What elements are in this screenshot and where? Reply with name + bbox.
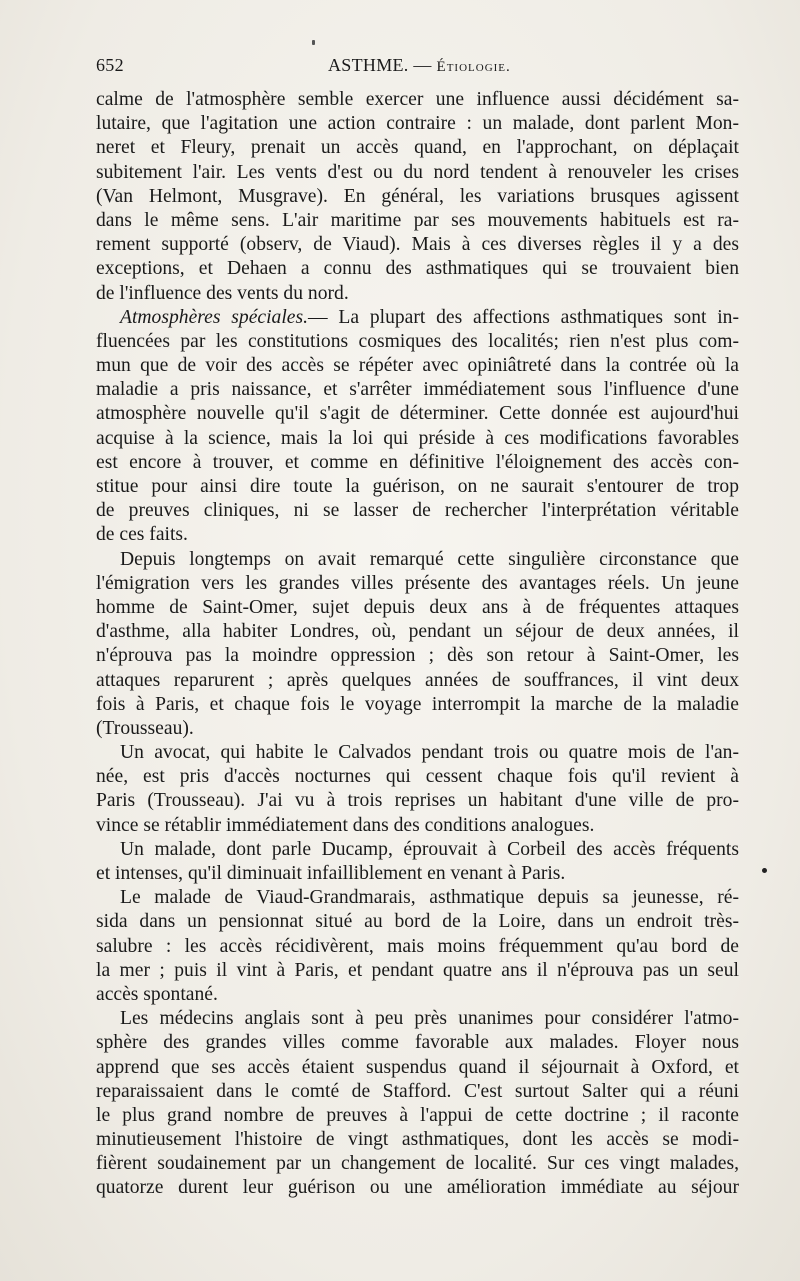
text-line: n'éprouva pas la moindre oppression ; dès son retour à Saint-Omer, les xyxy=(96,645,739,667)
text-line: née, est pris d'accès nocturnes qui cessent chaque fois qu'il revient à xyxy=(96,766,739,788)
text-line: quatorze durent leur guérison ou une amélioration immédiate au séjour xyxy=(96,1177,739,1199)
text-line: apprend que ses accès étaient suspendus quand il séjournait à Oxford, et xyxy=(96,1056,739,1078)
text-line: de l'influence des vents du nord. xyxy=(96,282,349,304)
text-line: fièrent soudainement par un changement de localité. Sur ces vingt malades, xyxy=(96,1153,739,1175)
text-line: subitement l'air. Les vents d'est ou du nord tendent à renouveler les crises xyxy=(96,161,739,183)
text-line: sida dans un pensionnat situé au bord de la Loire, dans un endroit très- xyxy=(96,911,739,933)
text-fragment: — La plupart des affections asthmatiques sont in- xyxy=(308,306,739,328)
text-line: salubre : les accès récidivèrent, mais moins fréquemment qu'au bord de xyxy=(96,935,739,957)
text-line: est encore à trouver, et comme en définitive l'éloignement des accès con- xyxy=(96,451,739,473)
text-line: minutieusement l'histoire de vingt asthmatiques, dont les accès se modi- xyxy=(96,1129,739,1151)
ink-speck xyxy=(312,40,315,45)
text-line: d'asthme, alla habiter Londres, où, pendant un séjour de deux années, il xyxy=(96,621,739,643)
text-line: reparaissaient dans le comté de Stafford. C'est surtout Salter qui a réuni xyxy=(96,1080,739,1102)
body-text xyxy=(96,88,739,1201)
text-line: maladie a pris naissance, et s'arrêter immédiatement sous l'influence d'une xyxy=(96,379,739,401)
text-line: homme de Saint-Omer, sujet depuis deux ans à de fréquentes attaques xyxy=(96,596,739,618)
text-line: neret et Fleury, prenait un accès quand, en l'approchant, on déplaçait xyxy=(96,137,739,159)
text-line: Depuis longtemps on avait remarqué cette singulière circonstance que xyxy=(120,548,739,570)
text-line: le plus grand nombre de preuves à l'appui de cette doctrine ; il raconte xyxy=(96,1104,739,1126)
running-head-title: ASTHME. xyxy=(328,55,409,75)
text-line: rement supporté (observ, de Viaud). Mais à ces diverses règles il y a des xyxy=(96,234,739,256)
text-line: exceptions, et Dehaen a connu des asthmatiques qui se trouvaient bien xyxy=(96,258,739,280)
text-line: sphère des grandes villes comme favorable aux malades. Floyer nous xyxy=(96,1032,739,1054)
margin-speck xyxy=(762,868,767,873)
text-line: Les médecins anglais sont à peu près unanimes pour considérer l'atmo- xyxy=(120,1008,739,1030)
section-heading: Atmosphères spéciales. xyxy=(120,306,308,328)
text-line: fois à Paris, et chaque fois le voyage interrompit la marche de la maladie xyxy=(96,693,739,715)
section-heading-line xyxy=(96,306,739,330)
text-line: atmosphère nouvelle qu'il s'agit de déterminer. Cette donnée est aujourd'hui xyxy=(96,403,739,425)
text-line: la mer ; puis il vint à Paris, et pendant quatre ans il n'éprouva pas un seul xyxy=(96,959,739,981)
text-line: de ces faits. xyxy=(96,524,188,546)
text-line: et intenses, qu'il diminuait infailliblement en venant à Paris. xyxy=(96,863,566,884)
text-line: dans le même sens. L'air maritime par ses mouvements habituels est ra- xyxy=(96,209,739,231)
running-head xyxy=(328,55,511,76)
text-line: Le malade de Viaud-Grandmarais, asthmatique depuis sa jeunesse, ré- xyxy=(120,887,739,909)
page-number: 652 xyxy=(96,55,124,75)
text-line: calme de l'atmosphère semble exercer une influence aussi décidément sa- xyxy=(96,89,739,110)
text-line: lutaire, que l'agitation une action contraire : un malade, dont parlent Mon- xyxy=(96,113,739,135)
text-line: de preuves cliniques, ni se lasser de rechercher l'interprétation véritable xyxy=(96,500,739,522)
text-line: Un malade, dont parle Ducamp, éprouvait à Corbeil des accès fréquents xyxy=(120,838,739,860)
text-line: stitue pour ainsi dire toute la guérison, on ne saurait s'entourer de trop xyxy=(96,476,739,497)
text-line: Paris (Trousseau). J'ai vu à trois reprises un habitant d'une ville de pro- xyxy=(96,790,739,812)
text-line: (Van Helmont, Musgrave). En général, les variations brusques agissent xyxy=(96,185,739,207)
text-line: mun que de voir des accès se répéter avec opiniâtreté dans la contrée où la xyxy=(96,355,739,377)
text-line: accès spontané. xyxy=(96,983,218,1005)
text-line: attaques reparurent ; après quelques années de souffrances, il vint deux xyxy=(96,669,739,691)
text-line: l'émigration vers les grandes villes présente des avantages réels. Un jeune xyxy=(96,572,739,594)
text-line: (Trousseau). xyxy=(96,717,194,739)
text-line: acquise à la science, mais la loi qui préside à ces modifications favorables xyxy=(96,427,739,449)
text-line: fluencées par les constitutions cosmiques des localités; rien n'est plus com- xyxy=(96,330,739,352)
text-line: Un avocat, qui habite le Calvados pendant trois ou quatre mois de l'an- xyxy=(120,742,739,764)
page-header xyxy=(96,55,741,83)
running-head-separator: — xyxy=(413,55,432,75)
text-line: vince se rétablir immédiatement dans des conditions analogues. xyxy=(96,814,595,836)
running-head-section: Étiologie. xyxy=(436,59,511,75)
